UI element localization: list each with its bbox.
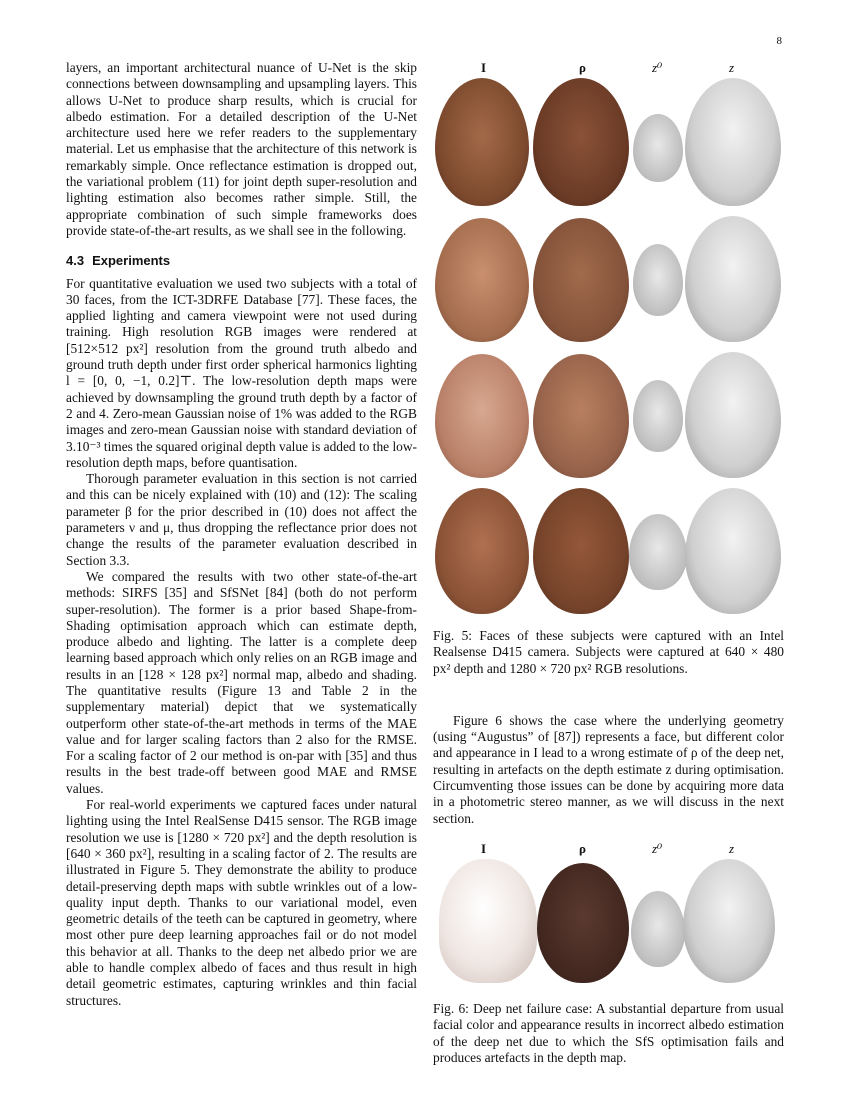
face-input-image <box>435 218 529 342</box>
label-initial-depth: z⁰ <box>652 60 663 75</box>
label-albedo: ρ <box>579 840 586 856</box>
label-albedo: ρ <box>579 60 586 75</box>
paragraph-figure-6: Figure 6 shows the case where the underlying geometry (using “Augustus” of [87]) represents a face, but different color and appearance in I lead to a wrong estimate of ρ of the deep net, resulting in artefacts on the depth estimate z during optimisation. Circumventing those issues can be done by acquiring more data in a photometric stereo manner, as we will discuss in the next section. <box>433 712 784 826</box>
face-input-image <box>435 78 529 206</box>
label-initial-depth: z⁰ <box>652 840 663 856</box>
paragraph-comparison: We compared the results with two other state-of-the-art methods: SIRFS [35] and SfSNet [84] (both do not perform super-resolution). The former is a prior based Shape-from-Shading optimisation approach which can estimate depth, produce albedo and lighting. The latter is a complete deep learning based approach which only relies on an RGB image and results in an [128 × 128 px²] normal map, albedo and shading. The quantitative results (Figure 13 and Table 2 in the supplementary material) depict that we systematically outperform other state-of-the-art methods in terms of the MAE value and for larger scaling factors than 2 also for the RMSE. For a scaling factor of 2 our method is on-par with [35] and thus results in the best trade-off between good MAE and RMSE values. <box>66 568 417 796</box>
face-albedo <box>533 78 629 206</box>
paragraph-quantitative: For quantitative evaluation we used two subjects with a total of 30 faces, from the ICT-3DRFE Database [77]. These faces, the applied lighting and camera viewpoint were not used during training. High resolution RGB images were rendered at [512×512 px²] resolution from the ground truth albedo and ground truth depth under first order spherical harmonics lighting l = [0, 0, −1, 0.2]⊤. The low-resolution depth maps were achieved by downsampling the ground truth depth by a factor of 2 and 4. Zero-mean Gaussian noise of 1% was added to the RGB images and zero-mean Gaussian noise with standard deviation of 3.10⁻³ times the squared original depth value is added to the low-resolution depth maps, before quantisation. <box>66 275 417 470</box>
figure-5-caption-text: Fig. 5: Faces of these subjects were captured with an Intel Realsense D415 camera. Subjects were captured at 640 × 480 px² depth and 1280 × 720 px² RGB resolutions. <box>433 628 784 676</box>
face-input-image <box>435 354 529 478</box>
figure-6-column-labels <box>433 841 784 857</box>
figure-6-caption <box>433 1001 784 1066</box>
face-refined-depth <box>685 78 781 206</box>
face-refined-depth <box>683 859 775 983</box>
face-refined-depth <box>685 352 781 478</box>
intro-paragraph: layers, an important architectural nuance of U-Net is the skip connections between downsampling and upsampling layers. This allows U-Net to produce sharp results, which is crucial for albedo estimation. For a detailed description of the U-Net architecture used here we refer readers to the supplementary material. Let us emphasise that the architecture of this network is remarkably simple. Once reflectance estimation is dropped out, the variational problem (11) for joint depth super-resolution and lighting estimation also becomes rather simple. Still, the appropriate combination of such simple frameworks does provide state-of-the-art results, as we shall see in the following. <box>66 60 417 238</box>
figure-5 <box>433 60 784 677</box>
face-initial-depth <box>633 114 683 182</box>
figure-5-row-3 <box>433 348 784 484</box>
face-refined-depth <box>685 216 781 342</box>
label-refined-depth: z <box>729 60 735 75</box>
right-column <box>433 60 784 1066</box>
face-refined-depth <box>685 488 781 614</box>
face-albedo <box>537 863 629 983</box>
page-number: 8 <box>776 35 782 47</box>
face-initial-depth <box>631 891 685 967</box>
label-input-image: I <box>481 60 487 75</box>
face-initial-depth <box>633 380 683 452</box>
section-number: 4.3 <box>66 253 85 269</box>
right-body-text <box>433 713 784 827</box>
figure-6 <box>433 841 784 1066</box>
face-albedo <box>533 218 629 342</box>
section-title: Experiments <box>92 253 171 269</box>
figure-5-caption <box>433 628 784 677</box>
left-column <box>66 60 417 1009</box>
figure-5-row-1 <box>433 76 784 212</box>
paragraph-real-world: For real-world experiments we captured faces under natural lighting using the Intel RealSense D415 sensor. The RGB image resolution we use is [1280 × 720 px²] and the depth resolution is [640 × 360 px²], resulting in a scaling factor of 2. The results are illustrated in Figure 5. They demonstrate the ability to produce detail-preserving depth maps with subtle wrinkles out of a low-quality input depth. Thanks to our variational model, even geometric details of the teeth can be captured in geometry, where most other pure deep learning approaches fail or do not model this behavior at all. Thanks to the deep net albedo prior we are able to handle complex albedo of faces and thus result in high detail geometric estimates, capturing wrinkles and thin facial structures. <box>66 797 417 1008</box>
face-albedo <box>533 488 629 614</box>
figure-6-caption-text: Fig. 6: Deep net failure case: A substantial departure from usual facial color and appearance results in incorrect albedo estimation of the deep net due to which the SfS optimisation fails and produces artefacts in the depth map. <box>433 1000 784 1065</box>
figure-5-row-4 <box>433 484 784 620</box>
face-initial-depth <box>633 244 683 316</box>
section-heading <box>66 253 417 269</box>
face-input-image <box>435 488 529 614</box>
face-albedo <box>533 354 629 478</box>
figure-5-column-labels <box>433 60 784 76</box>
figure-5-row-2 <box>433 212 784 348</box>
figure-6-row <box>433 857 784 987</box>
paragraph-parameters: Thorough parameter evaluation in this section is not carried and this can be nicely explained with (10) and (12): The scaling parameter β for the prior described in (10) does not affect the parameters ν and μ, thus dropping the reflectance prior does not change the results of the parameter evaluation described in Section 3.3. <box>66 471 417 568</box>
face-initial-depth <box>629 514 687 590</box>
label-input-image: I <box>481 840 487 856</box>
face-input-statue <box>439 859 537 983</box>
label-refined-depth: z <box>729 840 735 856</box>
